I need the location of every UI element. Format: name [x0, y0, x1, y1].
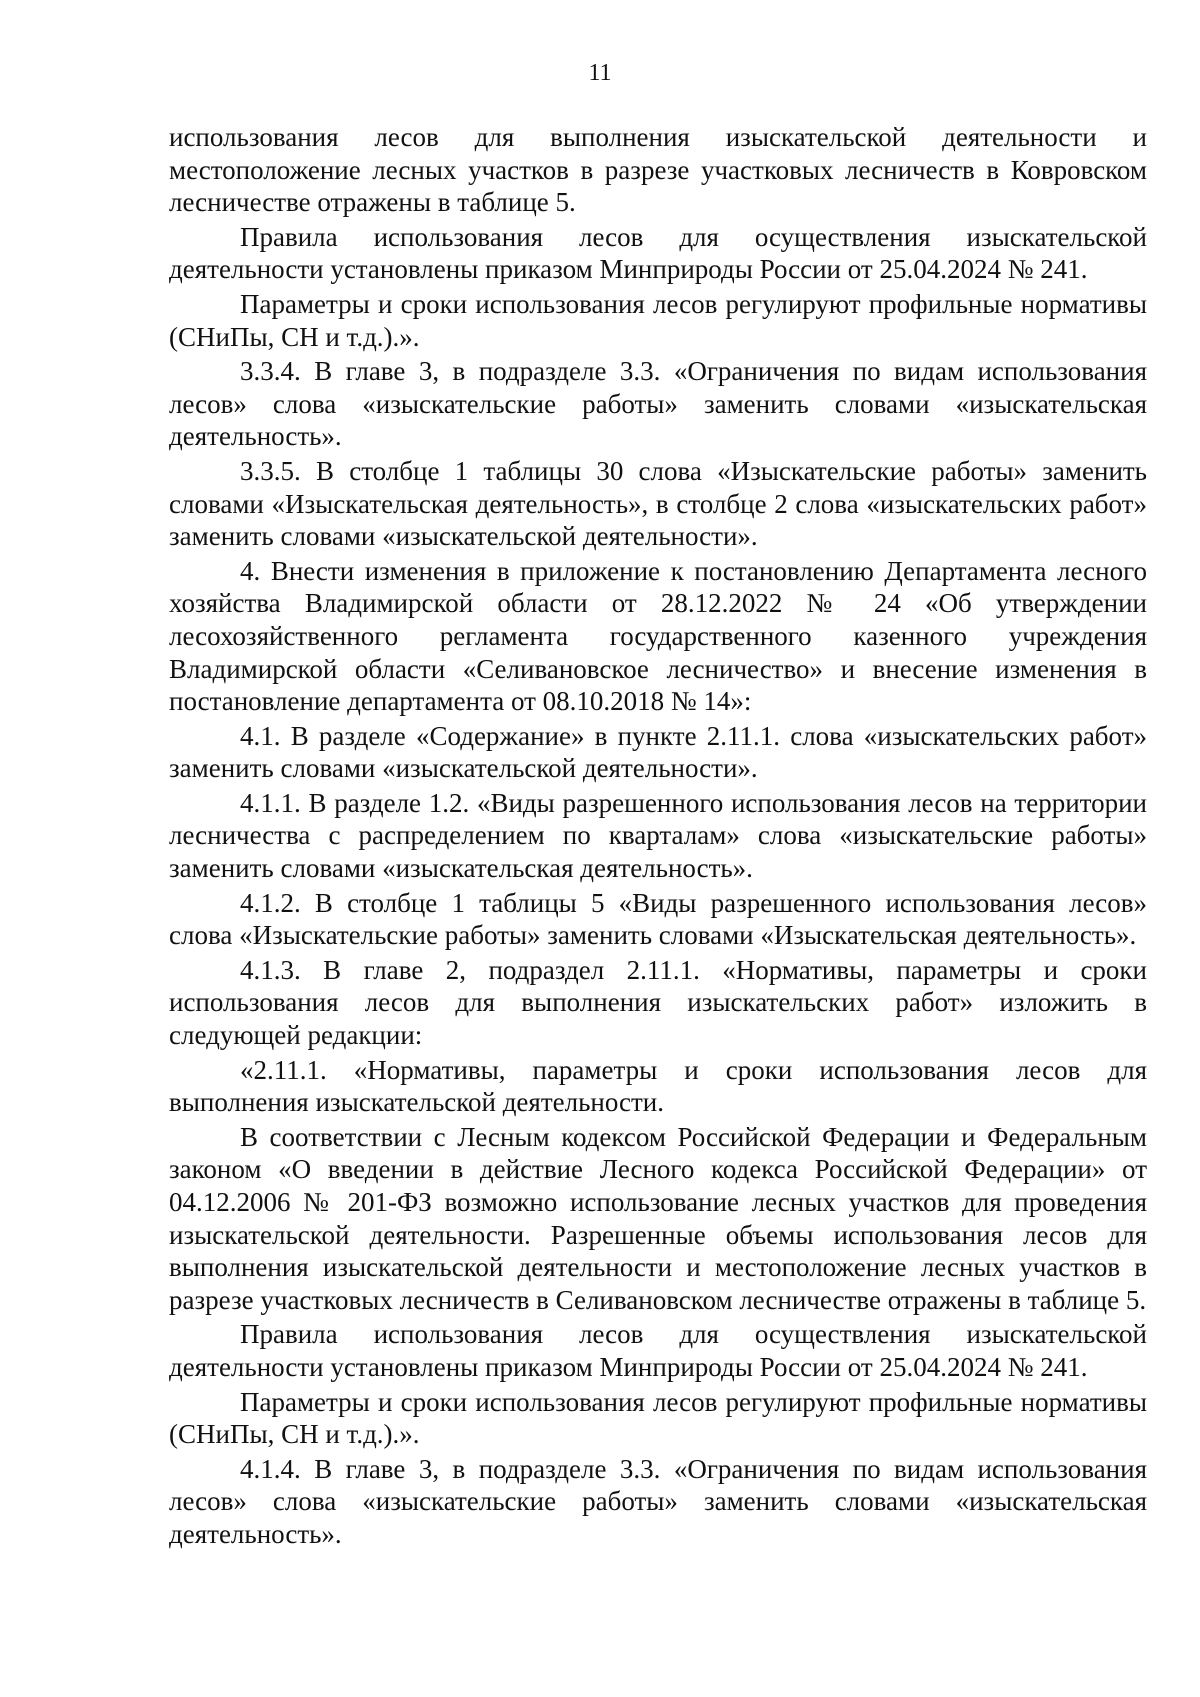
paragraph-4: 4. Внести изменения в приложение к постановлению Департамента лесного хозяйства Владимирской области от 28.12.2022 № 24 «Об утверждении лесохозяйственного регламента государственного казенного учреждения Владимирской области «Селивановское лесничество» и внесение изменения в постановление департамента от 08.10.2018 № 14»: [169, 555, 1147, 717]
paragraph-parameters-2: Параметры и сроки использования лесов регулируют профильные нормативы (СНиПы, СН и т.д.).». [169, 1386, 1147, 1450]
page-number: 11 [588, 60, 612, 86]
paragraph-4-1-1: 4.1.1. В разделе 1.2. «Виды разрешенного использования лесов на территории лесничества с распределением по кварталам» слова «изыскательские работы» заменить словами «изыскательская деятельность». [169, 787, 1147, 884]
paragraph-2-11-1-title: «2.11.1. «Нормативы, параметры и сроки использования лесов для выполнения изыскательской деятельности. [169, 1054, 1147, 1118]
paragraph-continuation: использования лесов для выполнения изыскательской деятельности и местоположение лесных участков в разрезе участковых лесничеств в Ковровском лесничестве отражены в таблице 5. [169, 122, 1147, 218]
paragraph-4-1: 4.1. В разделе «Содержание» в пункте 2.11.1. слова «изыскательских работ» заменить словами «изыскательской деятельности». [169, 720, 1147, 784]
paragraph-rules-2: Правила использования лесов для осуществления изыскательской деятельности установлены приказом Минприроды России от 25.04.2024 № 241. [169, 1319, 1147, 1382]
paragraph-4-1-4: 4.1.4. В главе 3, в подразделе 3.3. «Ограничения по видам использования лесов» слова «изыскательские работы» заменить словами «изыскательская деятельность». [169, 1453, 1147, 1549]
paragraph-forest-code: В соответствии с Лесным кодексом Российской Федерации и Федеральным законом «О введении в действие Лесного кодекса Российской Федерации» от 04.12.2006 № 201-ФЗ возможно использование лесных участков для проведения изыскательской деятельности. Разрешенные объемы использования лесов для выполнения изыскательской деятельности и местоположение лесных участков в разрезе участковых лесничеств в Селивановском лесничестве отражены в таблице 5. [169, 1121, 1147, 1315]
paragraph-4-1-2: 4.1.2. В столбце 1 таблицы 5 «Виды разрешенного использования лесов» слова «Изыскательские работы» заменить словами «Изыскательская деятельность». [169, 887, 1147, 951]
paragraph-3-3-5: 3.3.5. В столбце 1 таблицы 30 слова «Изыскательские работы» заменить словами «Изыскательская деятельность», в столбце 2 слова «изыскательских работ» заменить словами «изыскательской деятельности». [169, 455, 1147, 552]
document-body [169, 121, 1147, 1551]
paragraph-parameters: Параметры и сроки использования лесов регулируют профильные нормативы (СНиПы, СН и т.д.).». [169, 288, 1147, 352]
paragraph-3-3-4: 3.3.4. В главе 3, в подразделе 3.3. «Ограничения по видам использования лесов» слова «изыскательские работы» заменить словами «изыскательская деятельность». [169, 356, 1147, 452]
paragraph-4-1-3: 4.1.3. В главе 2, подраздел 2.11.1. «Нормативы, параметры и сроки использования лесов для выполнения изыскательских работ» изложить в следующей редакции: [169, 954, 1147, 1051]
paragraph-rules: Правила использования лесов для осуществления изыскательской деятельности установлены приказом Минприроды России от 25.04.2024 № 241. [169, 221, 1147, 285]
